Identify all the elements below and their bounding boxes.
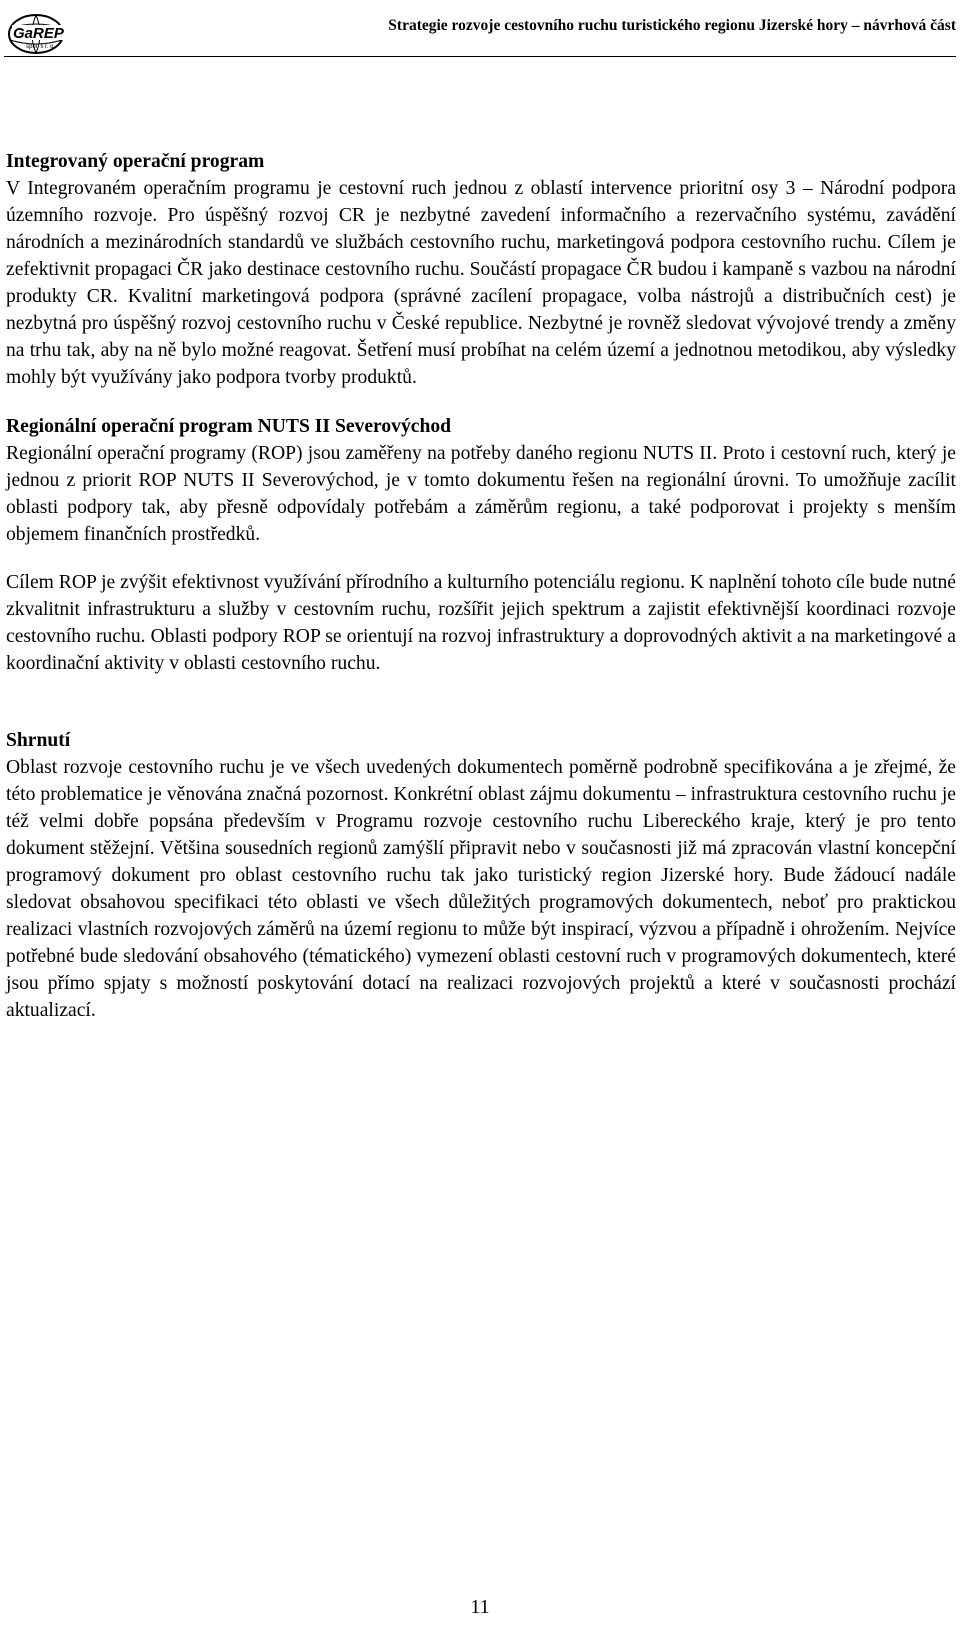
paragraph: Regionální operační programy (ROP) jsou zaměřeny na potřeby daného regionu NUTS II. Proto i cestovní ruch, který je jednou z priorit ROP NUTS II Severovýchod, je v tomto dokumentu řešen na regionální úrovni. To umožňuje zacílit oblasti podpory tak, aby přesně odpovídaly potřebám a záměrům regionu, a také podporovat i projekty s menším objemem finančních prostředků. [6, 443, 956, 545]
paragraph: Oblast rozvoje cestovního ruchu je ve všech uvedených dokumentech poměrně podrobně specifikována a je zřejmé, že této problematice je věnována značná pozornost. Konkrétní oblast zájmu dokumentu – infrastruktura cestovního ruchu je též velmi dobře popsána především v Programu rozvoje cestovního ruchu Libereckého kraje, který je pro tento dokument stěžejní. Většina sousedních regionů zamýšlí připravit nebo v současnosti již má zpracován vlastní koncepční programový dokument pro oblast cestovního ruchu tak jako turistický region Jizerské hory. Bude žádoucí nadále sledovat obsahovou specifikaci této oblasti ve všech důležitých programových dokumentech, neboť pro praktickou realizaci vlastních rozvojových záměrů na území regionu to může být inspirací, výzvou a případně i ohrožením. Nejvíce potřebné bude sledování obsahového (tématického) vymezení oblasti cestovní ruch v programových dokumentech, které jsou přímo spjaty s možností poskytování dotací na realizaci rozvojových projektů a které v současnosti prochází aktualizací. [6, 757, 956, 1021]
garep-logo [6, 12, 74, 56]
section-iop [6, 148, 956, 391]
section-summary [6, 727, 956, 1024]
paragraph: V Integrovaném operačním programu je cestovní ruch jednou z oblastí intervence prioritní osy 3 – Národní podpora územního rozvoje. Pro úspěšný rozvoj CR je nezbytné zavedení informačního a rezervačního systému, zavádění národních a mezinárodních standardů ve službách cestovního ruchu, marketingová podpora cestovního ruchu. Cílem je zefektivnit propagaci ČR jako destinace cestovního ruchu. Součástí propagace ČR budou i kampaně s vazbou na národní produkty CR. Kvalitní marketingová podpora (správné zacílení propagace, volba nástrojů a distribučních cest) je nezbytná pro úspěšný rozvoj cestovního ruchu v České republice. Nezbytné je rovněž sledovat vývojové trendy a změny na trhu tak, aby na ně bylo možné reagovat. Šetření musí probíhat na celém území a jednotnou metodikou, aby výsledky mohly být využívány jako podpora tvorby produktů. [6, 178, 956, 388]
paragraph: Cílem ROP je zvýšit efektivnost využívání přírodního a kulturního potenciálu regionu. K naplnění tohoto cíle bude nutné zkvalitnit infrastrukturu a služby v cestovním ruchu, rozšířit jejich spektrum a zajistit efektivnější koordinaci rozvoje cestovního ruchu. Oblasti podpory ROP se orientují na rozvoj infrastruktury a doprovodných aktivit a na marketingové a koordinační aktivity v oblasti cestovního ruchu. [6, 572, 956, 674]
logo-subtext: spol. s r. o. [26, 44, 56, 50]
logo-text: GaREP [13, 25, 64, 42]
section-heading: Integrovaný operační program [6, 151, 265, 172]
page-number: 11 [470, 1596, 490, 1618]
document-body [6, 148, 956, 1024]
page-header [0, 0, 960, 60]
section-heading: Shrnutí [6, 730, 71, 751]
section-rop [6, 413, 956, 677]
section-heading: Regionální operační program NUTS II Severovýchod [6, 416, 452, 437]
header-divider [4, 56, 956, 57]
header-title: Strategie rozvoje cestovního ruchu turistického regionu Jizerské hory – návrhová část [388, 17, 956, 34]
